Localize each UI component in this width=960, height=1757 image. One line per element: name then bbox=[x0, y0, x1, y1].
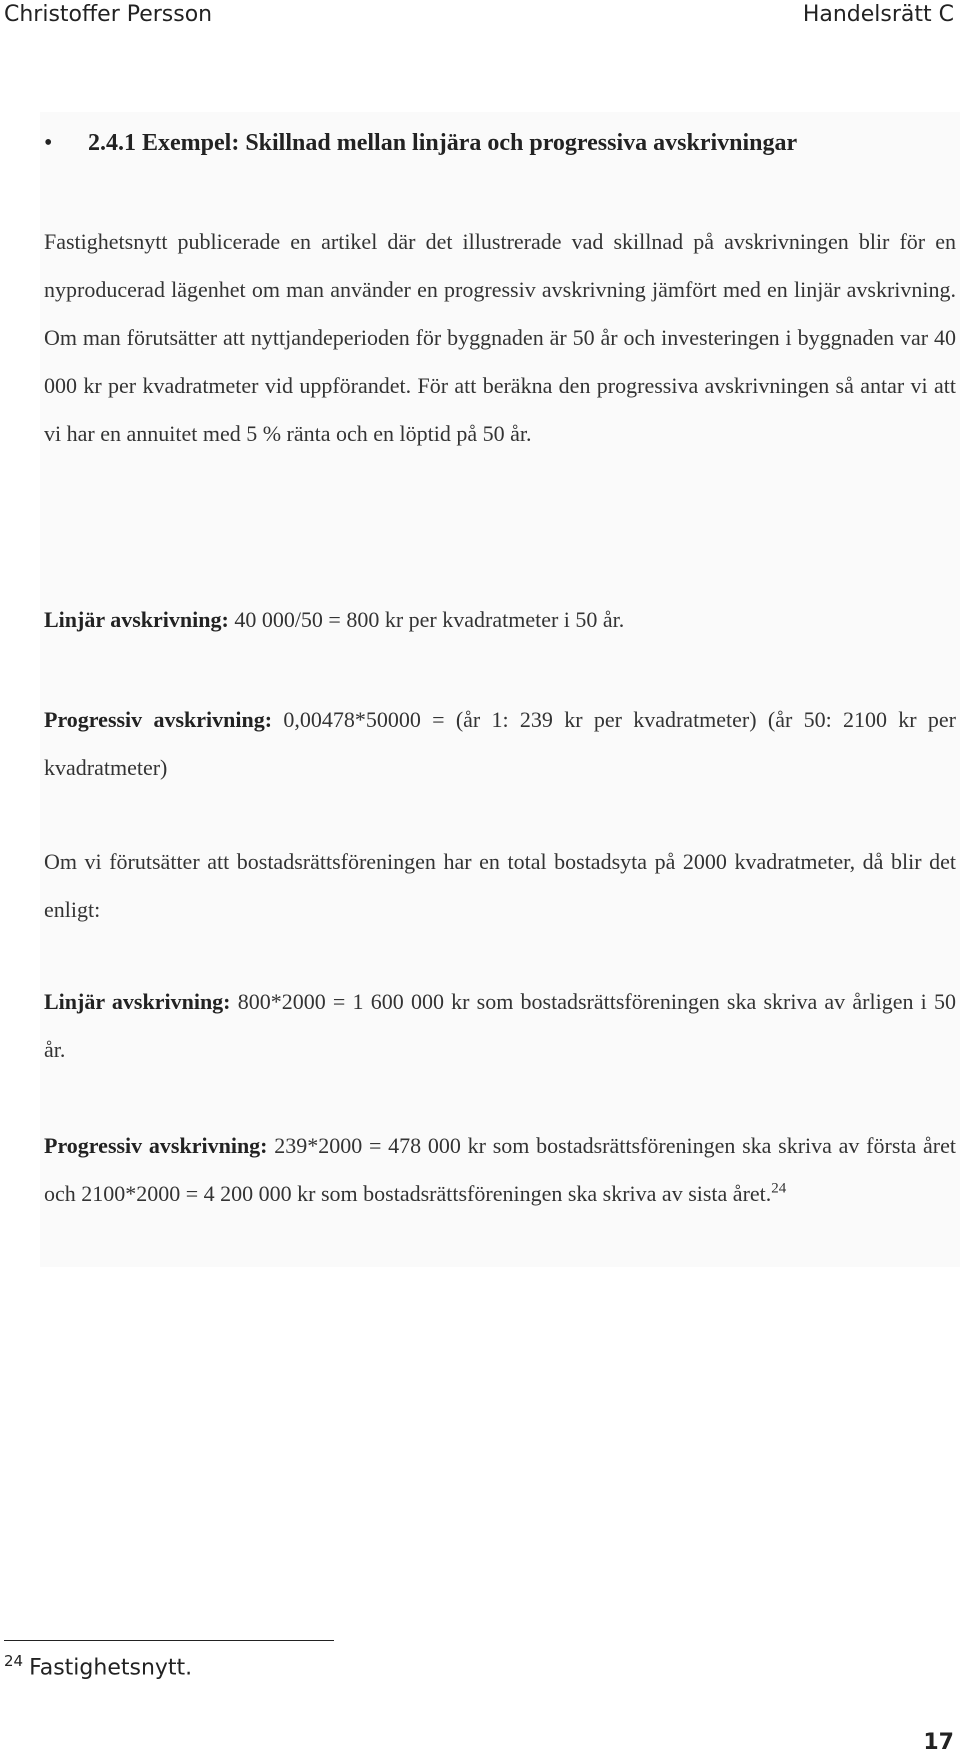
assumption-paragraph: Om vi förutsätter att bostadsrättsföreningen har en total bostadsyta på 2000 kvadratmeter, då blir det enligt: bbox=[44, 849, 956, 922]
progressive-total-text: 239*2000 = 478 000 kr som bostadsrättsföreningen ska skriva av första året och 2100*2000 = 4 200 000 kr som bostadsrättsföreningen ska skriva av sista året. bbox=[44, 1133, 956, 1206]
linear-total-paragraph bbox=[44, 978, 956, 1074]
footnote-reference[interactable]: 24 bbox=[771, 1180, 787, 1197]
progressive-calc-paragraph bbox=[44, 696, 956, 792]
progressive-calc-text: 0,00478*50000 = (år 1: 239 kr per kvadratmeter) (år 50: 2100 kr per kvadratmeter) bbox=[44, 707, 956, 780]
header-course: Handelsrätt C bbox=[802, 2, 954, 27]
linear-label: Linjär avskrivning: bbox=[44, 607, 229, 632]
linear-calc-paragraph bbox=[44, 596, 956, 644]
progressive-label: Progressiv avskrivning: bbox=[44, 707, 273, 732]
linear-total-text: 800*2000 = 1 600 000 kr som bostadsrättsföreningen ska skriva av årligen i 50 år. bbox=[44, 989, 956, 1062]
header-author: Christoffer Persson bbox=[4, 2, 213, 27]
footnote bbox=[4, 1652, 192, 1680]
footnote-divider bbox=[4, 1640, 334, 1641]
linear-calc-text: 40 000/50 = 800 kr per kvadratmeter i 50 år. bbox=[228, 607, 625, 632]
footnote-text: Fastighetsnytt. bbox=[29, 1655, 193, 1681]
page-header bbox=[0, 0, 960, 34]
page-number: 17 bbox=[923, 1730, 954, 1755]
progressive-total-label: Progressiv avskrivning: bbox=[44, 1133, 268, 1158]
progressive-total-paragraph bbox=[44, 1122, 956, 1218]
section-heading bbox=[44, 130, 797, 157]
linear-total-label: Linjär avskrivning: bbox=[44, 989, 231, 1014]
intro-paragraph: Fastighetsnytt publicerade en artikel där det illustrerade vad skillnad på avskrivningen blir för en nyproducerad lägenhet om man använder en progressiv avskrivning jämfört med en linjär avskrivning. Om man förutsätter att nyttjandeperioden för byggnaden är 50 år och investeringen i byggnaden var 40 000 kr per kvadratmeter vid uppförandet. För att beräkna den progressiva avskrivningen så antar vi att vi har en annuitet med 5 % ränta och en löptid på 50 år. bbox=[44, 229, 956, 446]
footnote-number: 24 bbox=[4, 1652, 24, 1670]
section-heading-text: 2.4.1 Exempel: Skillnad mellan linjära och progressiva avskrivningar bbox=[88, 130, 798, 156]
bullet-icon: • bbox=[44, 130, 53, 156]
